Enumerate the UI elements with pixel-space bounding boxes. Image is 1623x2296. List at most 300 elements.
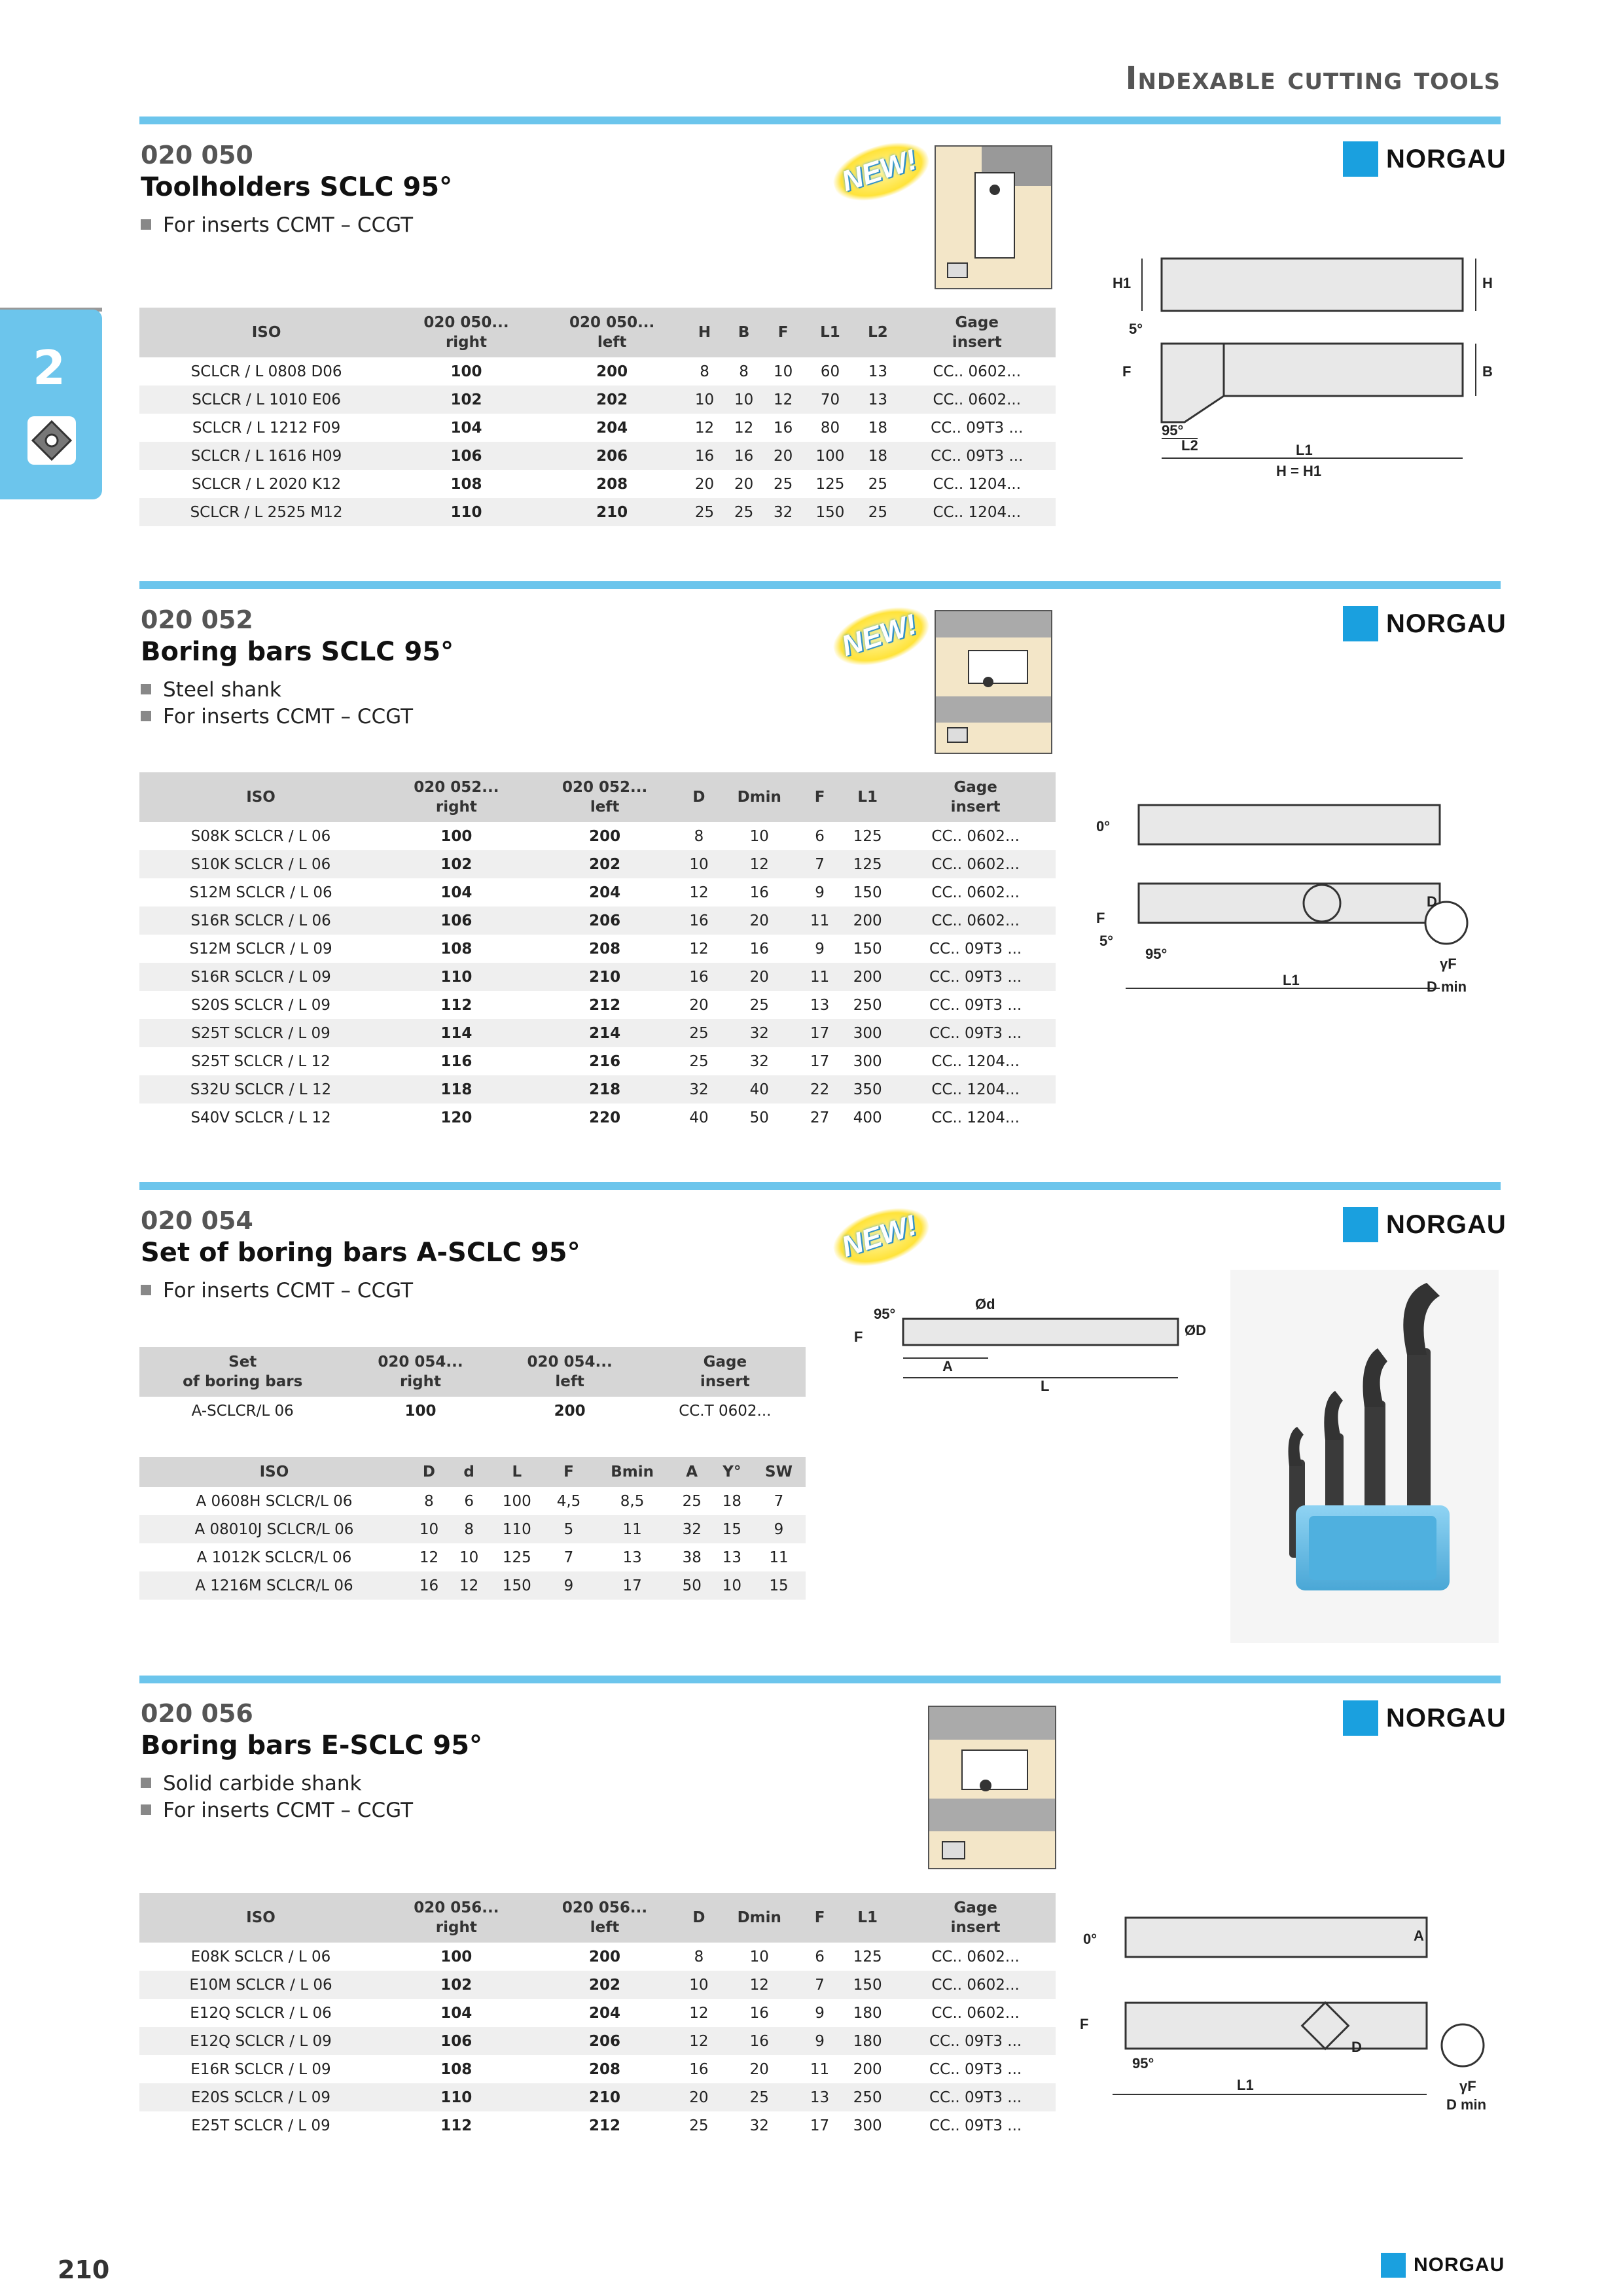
table-cell: 16 [773,419,793,437]
table-cell: 102 [393,386,539,414]
table-cell: 17 [810,1052,830,1070]
table-cell: 200 [853,2060,882,2078]
column-header: D [679,772,719,822]
section-title: Boring bars SCLC 95° [141,637,454,667]
table-row [139,906,1056,935]
table-cell: CC.. 1204... [895,1075,1056,1103]
table-cell: 118 [382,1075,531,1103]
table-cell: 20 [719,906,800,935]
table-row [139,878,1056,906]
tool-sketch-image [935,145,1052,289]
spec-table [139,308,1056,526]
table-cell: 9 [544,1571,592,1600]
table-cell: 13 [622,1549,642,1566]
boring-bar-set-dimension-diagram [844,1280,1211,1410]
dim-label: L [1041,1378,1050,1394]
table-cell: E12Q SCLCR / L 09 [139,2027,382,2055]
dim-label: H1 [1113,275,1132,291]
table-cell: 25 [689,2117,709,2134]
table-cell: 400 [853,1109,882,1126]
table-row [139,850,1056,878]
column-header: H [685,308,724,357]
brand-square-icon [1343,1700,1378,1736]
table-cell: CC.. 0602... [895,1971,1056,1999]
feature-bullet: For inserts CCMT – CCGT [141,1799,413,1822]
table-cell: 16 [679,963,719,991]
new-badge: NEW! [838,608,921,662]
table-cell: 202 [531,850,679,878]
boring-bar-dimension-diagram [1086,792,1505,1008]
table-row [139,442,1056,470]
table-cell: 218 [531,1075,679,1103]
dim-label: γF [1440,956,1457,972]
section-title: Toolholders SCLC 95° [141,172,453,202]
table-cell: 10 [679,850,719,878]
new-badge: NEW! [838,1209,921,1263]
table-row [139,1943,1056,1971]
column-header: Gage insert [895,1893,1056,1943]
table-cell: 32 [719,1019,800,1047]
table-cell: 20 [734,475,754,493]
table-cell: 206 [531,2027,679,2055]
table-cell: S25T SCLCR / L 09 [139,1019,382,1047]
table-cell: CC.. 09T3 ... [895,2027,1056,2055]
table-cell: 6 [464,1492,474,1510]
table-cell: 112 [440,2117,473,2134]
column-header: F [800,1893,840,1943]
table-cell: 212 [588,2117,620,2134]
table-cell: 10 [679,1971,719,1999]
column-header: Dmin [719,772,800,822]
table-cell: 8 [739,363,749,380]
table-cell: 25 [773,475,793,493]
table-cell: S32U SCLCR / L 12 [139,1075,382,1103]
table-cell: CC.. 09T3 ... [895,2083,1056,2111]
table-cell: 6 [815,827,825,845]
table-cell: 206 [539,442,685,470]
dim-label: 95° [874,1306,896,1322]
table-cell: E10M SCLCR / L 06 [139,1971,382,1999]
feature-bullet: For inserts CCMT – CCGT [141,213,413,237]
table-cell: 25 [857,498,898,526]
table-cell: 18 [722,1492,742,1510]
table-cell: 210 [531,2083,679,2111]
column-header: F [544,1457,592,1487]
table-cell: 150 [840,1971,895,1999]
table-cell: 210 [539,498,685,526]
toolholder-dimension-diagram [1099,242,1505,497]
table-cell: 110 [382,2083,531,2111]
table-cell: 125 [502,1549,531,1566]
dim-label: Ød [975,1296,995,1312]
column-header: 020 050... right [393,308,539,357]
column-header: Bmin [593,1457,672,1487]
table-cell: 8 [694,827,704,845]
dim-label: ØD [1185,1322,1206,1338]
table-cell: 11 [769,1549,789,1566]
table-row [139,2055,1056,2083]
table-cell: 104 [440,884,473,901]
table-cell: 16 [749,884,769,901]
column-header: D [409,1457,449,1487]
table-cell: 12 [449,1571,489,1600]
table-row [139,1999,1056,2027]
table-cell: E12Q SCLCR / L 06 [190,2004,332,2022]
table-cell: 40 [689,1109,709,1126]
table-cell: S16R SCLCR / L 06 [139,906,382,935]
table-cell: 300 [840,1019,895,1047]
section-code: 020 056 [141,1699,253,1728]
table-cell: 12 [689,884,709,901]
table-cell: 120 [440,1109,473,1126]
table-cell: CC.. 0602... [931,2004,1020,2022]
table-cell: 108 [440,940,473,958]
table-cell: 110 [393,498,539,526]
feature-bullet: Steel shank [141,678,281,702]
table-row [139,1397,806,1425]
table-cell: 13 [722,1549,742,1566]
table-cell: 10 [724,386,764,414]
table-cell: 150 [489,1571,544,1600]
table-cell: 8 [694,1948,704,1965]
table-cell: 204 [589,884,621,901]
table-cell: 102 [382,1971,531,1999]
dim-label: L1 [1296,442,1313,458]
table-cell: 300 [853,2117,882,2134]
table-cell: 25 [682,1492,702,1510]
table-cell: A 1012K SCLCR/L 06 [196,1549,352,1566]
table-row [139,1515,806,1543]
table-cell: 25 [868,475,888,493]
table-cell: S12M SCLCR / L 06 [189,884,332,901]
table-cell: 214 [531,1019,679,1047]
table-cell: 125 [853,1948,882,1965]
table-cell: CC.. 0602... [895,906,1056,935]
dim-label: F [1096,910,1105,926]
table-cell: 20 [689,996,709,1014]
table-cell: 202 [539,386,685,414]
table-cell: 16 [719,2027,800,2055]
table-cell: 15 [752,1571,806,1600]
insert-icon [27,416,76,465]
table-row [139,386,1056,414]
column-header: L1 [840,1893,895,1943]
brand-logo [1343,1207,1507,1242]
table-cell: 32 [764,498,803,526]
tool-sketch-image [928,1706,1056,1869]
table-cell: 50 [672,1571,712,1600]
table-row [139,2083,1056,2111]
table-cell: 104 [450,419,482,437]
table-cell: 60 [820,363,840,380]
table-cell: 20 [694,475,715,493]
spec-table [139,772,1056,1132]
table-cell: S25T SCLCR / L 12 [191,1052,330,1070]
table-cell: 13 [868,363,888,380]
table-cell: 16 [724,442,764,470]
table-cell: CC.. 09T3 ... [929,2060,1022,2078]
table-row [139,935,1056,963]
table-cell: 125 [853,827,882,845]
table-row [139,1075,1056,1103]
section-title: Set of boring bars A-SCLC 95° [141,1238,580,1268]
column-header: ISO [139,1893,382,1943]
table-cell: 125 [815,475,845,493]
table-cell: 150 [853,940,882,958]
table-cell: 9 [815,884,825,901]
table-cell: 106 [393,442,539,470]
column-header: SW [752,1457,806,1487]
section-divider [139,581,1501,589]
brand-square-icon [1381,2253,1406,2278]
table-cell: 12 [719,850,800,878]
table-cell: 16 [679,906,719,935]
table-cell: CC.. 1204... [931,1109,1020,1126]
table-cell: 210 [531,963,679,991]
table-cell: 208 [588,2060,620,2078]
table-cell: 12 [689,2004,709,2022]
table-row [139,1047,1056,1075]
column-header: Gage insert [645,1347,806,1397]
table-cell: 11 [800,963,840,991]
table-cell: 112 [440,996,473,1014]
table-cell: 8,5 [620,1492,645,1510]
page-header-title: Indexable cutting tools [1125,60,1501,97]
table-cell: A 0608H SCLCR/L 06 [196,1492,353,1510]
table-cell: 10 [773,363,793,380]
table-cell: 11 [593,1515,672,1543]
table-cell: CC.T 0602... [679,1402,772,1420]
table-cell: CC.. 0602... [931,827,1020,845]
table-cell: 300 [853,1052,882,1070]
feature-bullet: For inserts CCMT – CCGT [141,705,413,728]
table-cell: CC.. 0602... [899,386,1056,414]
table-cell: 80 [820,419,840,437]
table-row [139,2111,1056,2140]
column-header: Set of boring bars [139,1347,346,1397]
dim-label: 0° [1083,1931,1097,1947]
section-title: Boring bars E-SCLC 95° [141,1731,483,1761]
table-cell: 250 [840,2083,895,2111]
column-header: A [672,1457,712,1487]
table-row [139,498,1056,526]
table-cell: 9 [752,1515,806,1543]
table-cell: SCLCR / L 1010 E06 [139,386,393,414]
brand-logo [1343,141,1507,177]
column-header: d [449,1457,489,1487]
column-header: ISO [139,772,382,822]
table-cell: 13 [810,996,830,1014]
dim-label: D min [1446,2096,1487,2113]
table-cell: 150 [853,884,882,901]
section-code: 020 054 [141,1206,253,1235]
feature-bullet: For inserts CCMT – CCGT [141,1279,413,1302]
column-header: Gage insert [895,772,1056,822]
table-cell: 208 [596,475,628,493]
table-cell: 110 [489,1515,544,1543]
table-cell: 18 [868,419,888,437]
table-cell: E25T SCLCR / L 09 [191,2117,330,2134]
table-cell: 100 [404,1402,437,1420]
table-cell: CC.. 0602... [933,363,1022,380]
table-cell: 32 [679,1075,719,1103]
chapter-number: 2 [33,340,66,395]
table-cell: 216 [589,1052,621,1070]
column-header: 020 050... left [539,308,685,357]
table-cell: 17 [800,1019,840,1047]
table-cell: CC.. 09T3 ... [895,1019,1056,1047]
table-cell: 16 [409,1571,449,1600]
table-cell: 70 [803,386,858,414]
table-cell: CC.. 0602... [931,1948,1020,1965]
table-row [139,991,1056,1019]
dim-label: 5° [1099,933,1114,949]
table-cell: 6 [815,1948,825,1965]
dim-label: L1 [1237,2077,1254,2093]
table-cell: 38 [682,1549,702,1566]
dim-label: A [1414,1928,1424,1944]
table-cell: 20 [719,963,800,991]
table-cell: 16 [689,2060,709,2078]
dim-label: D min [1427,978,1467,995]
table-cell: CC.. 09T3 ... [929,940,1022,958]
table-cell: 9 [815,2004,825,2022]
table-row [139,414,1056,442]
dim-label: D [1351,2039,1362,2055]
dim-label: 95° [1132,2055,1154,2072]
brand-name: NORGAU [1414,2254,1505,2276]
table-cell: 4,5 [556,1492,581,1510]
table-cell: 17 [810,2117,830,2134]
table-cell: 25 [685,498,724,526]
table-cell: SCLCR / L 1616 H09 [139,442,393,470]
table-cell: 10 [712,1571,752,1600]
table-cell: SCLCR / L 2525 M12 [139,498,393,526]
dim-label: L2 [1181,437,1198,454]
column-header: Y° [712,1457,752,1487]
table-cell: 40 [719,1075,800,1103]
column-header: L1 [840,772,895,822]
brand-square-icon [1343,606,1378,641]
table-cell: SCLCR / L 2020 K12 [191,475,342,493]
dim-label: F [854,1329,863,1345]
table-cell: 116 [440,1052,473,1070]
table-cell: 100 [803,442,858,470]
table-cell: 204 [596,419,628,437]
table-cell: 200 [840,963,895,991]
table-cell: S12M SCLCR / L 09 [189,940,332,958]
table-cell: 108 [440,2060,473,2078]
dim-label: 95° [1162,422,1184,439]
table-cell: CC.. 0602... [931,884,1020,901]
section-code: 020 052 [141,605,253,634]
table-cell: 20 [679,2083,719,2111]
table-cell: 8 [424,1492,434,1510]
column-header: L2 [857,308,898,357]
table-cell: A-SCLCR/L 06 [191,1402,294,1420]
table-cell: 106 [382,906,531,935]
table-cell: 32 [749,1052,769,1070]
table-cell: 15 [712,1515,752,1543]
table-cell: E20S SCLCR / L 09 [139,2083,382,2111]
table-cell: 200 [840,906,895,935]
table-cell: S20S SCLCR / L 09 [191,996,331,1014]
table-cell: 110 [382,963,531,991]
table-cell: 7 [800,1971,840,1999]
table-cell: 180 [840,2027,895,2055]
new-badge: NEW! [838,143,921,198]
table-cell: 32 [749,2117,769,2134]
table-cell: CC.. 1204... [933,475,1022,493]
table-cell: 350 [840,1075,895,1103]
table-cell: 102 [382,850,531,878]
carbide-bar-dimension-diagram [1073,1905,1505,2114]
page-number: 210 [58,2255,110,2284]
table-cell: 7 [774,1492,784,1510]
brand-logo [1343,606,1507,641]
footer-brand-logo [1381,2253,1505,2278]
table-cell: 8 [449,1515,489,1543]
column-header: 020 052... left [531,772,679,822]
column-header: 020 056... left [531,1893,679,1943]
table-cell: 10 [749,1948,769,1965]
table-cell: 108 [450,475,482,493]
table-row [139,357,1056,386]
table-row [139,1019,1056,1047]
table-cell: 13 [800,2083,840,2111]
brand-name: NORGAU [1386,1703,1507,1732]
table-cell: 202 [531,1971,679,1999]
table-cell: 12 [694,419,715,437]
table-cell: 100 [450,363,482,380]
table-cell: 100 [440,1948,473,1965]
column-header: F [800,772,840,822]
table-cell: 12 [679,2027,719,2055]
table-cell: A 08010J SCLCR/L 06 [139,1515,409,1543]
table-cell: 5 [544,1515,592,1543]
column-header: 020 052... right [382,772,531,822]
brand-square-icon [1343,1207,1378,1242]
tool-sketch-image [935,610,1052,754]
table-cell: 12 [734,419,754,437]
table-cell: 100 [440,827,473,845]
table-cell: 32 [672,1515,712,1543]
table-cell: 200 [589,827,621,845]
table-cell: 20 [749,2060,769,2078]
table-cell: 208 [589,940,621,958]
table-cell: CC.. 09T3 ... [929,2117,1022,2134]
column-header: Dmin [719,1893,800,1943]
dim-label: F [1080,2016,1089,2032]
brand-name: NORGAU [1386,1210,1507,1239]
table-cell: S40V SCLCR / L 12 [190,1109,331,1126]
dim-label: γF [1459,2078,1476,2094]
table-cell: 12 [419,1549,439,1566]
table-cell: SCLCR / L 0808 D06 [190,363,342,380]
dim-label: F [1122,363,1132,380]
column-header: B [724,308,764,357]
table-cell: 25 [724,498,764,526]
table-row [139,963,1056,991]
table-cell: CC.. 1204... [931,1052,1020,1070]
table-row [139,1487,806,1515]
table-cell: 10 [749,827,769,845]
column-header: 020 056... right [382,1893,531,1943]
dim-label: H [1482,275,1493,291]
table-cell: 114 [382,1019,531,1047]
dim-label: 0° [1096,818,1111,834]
table-cell: 11 [810,2060,830,2078]
